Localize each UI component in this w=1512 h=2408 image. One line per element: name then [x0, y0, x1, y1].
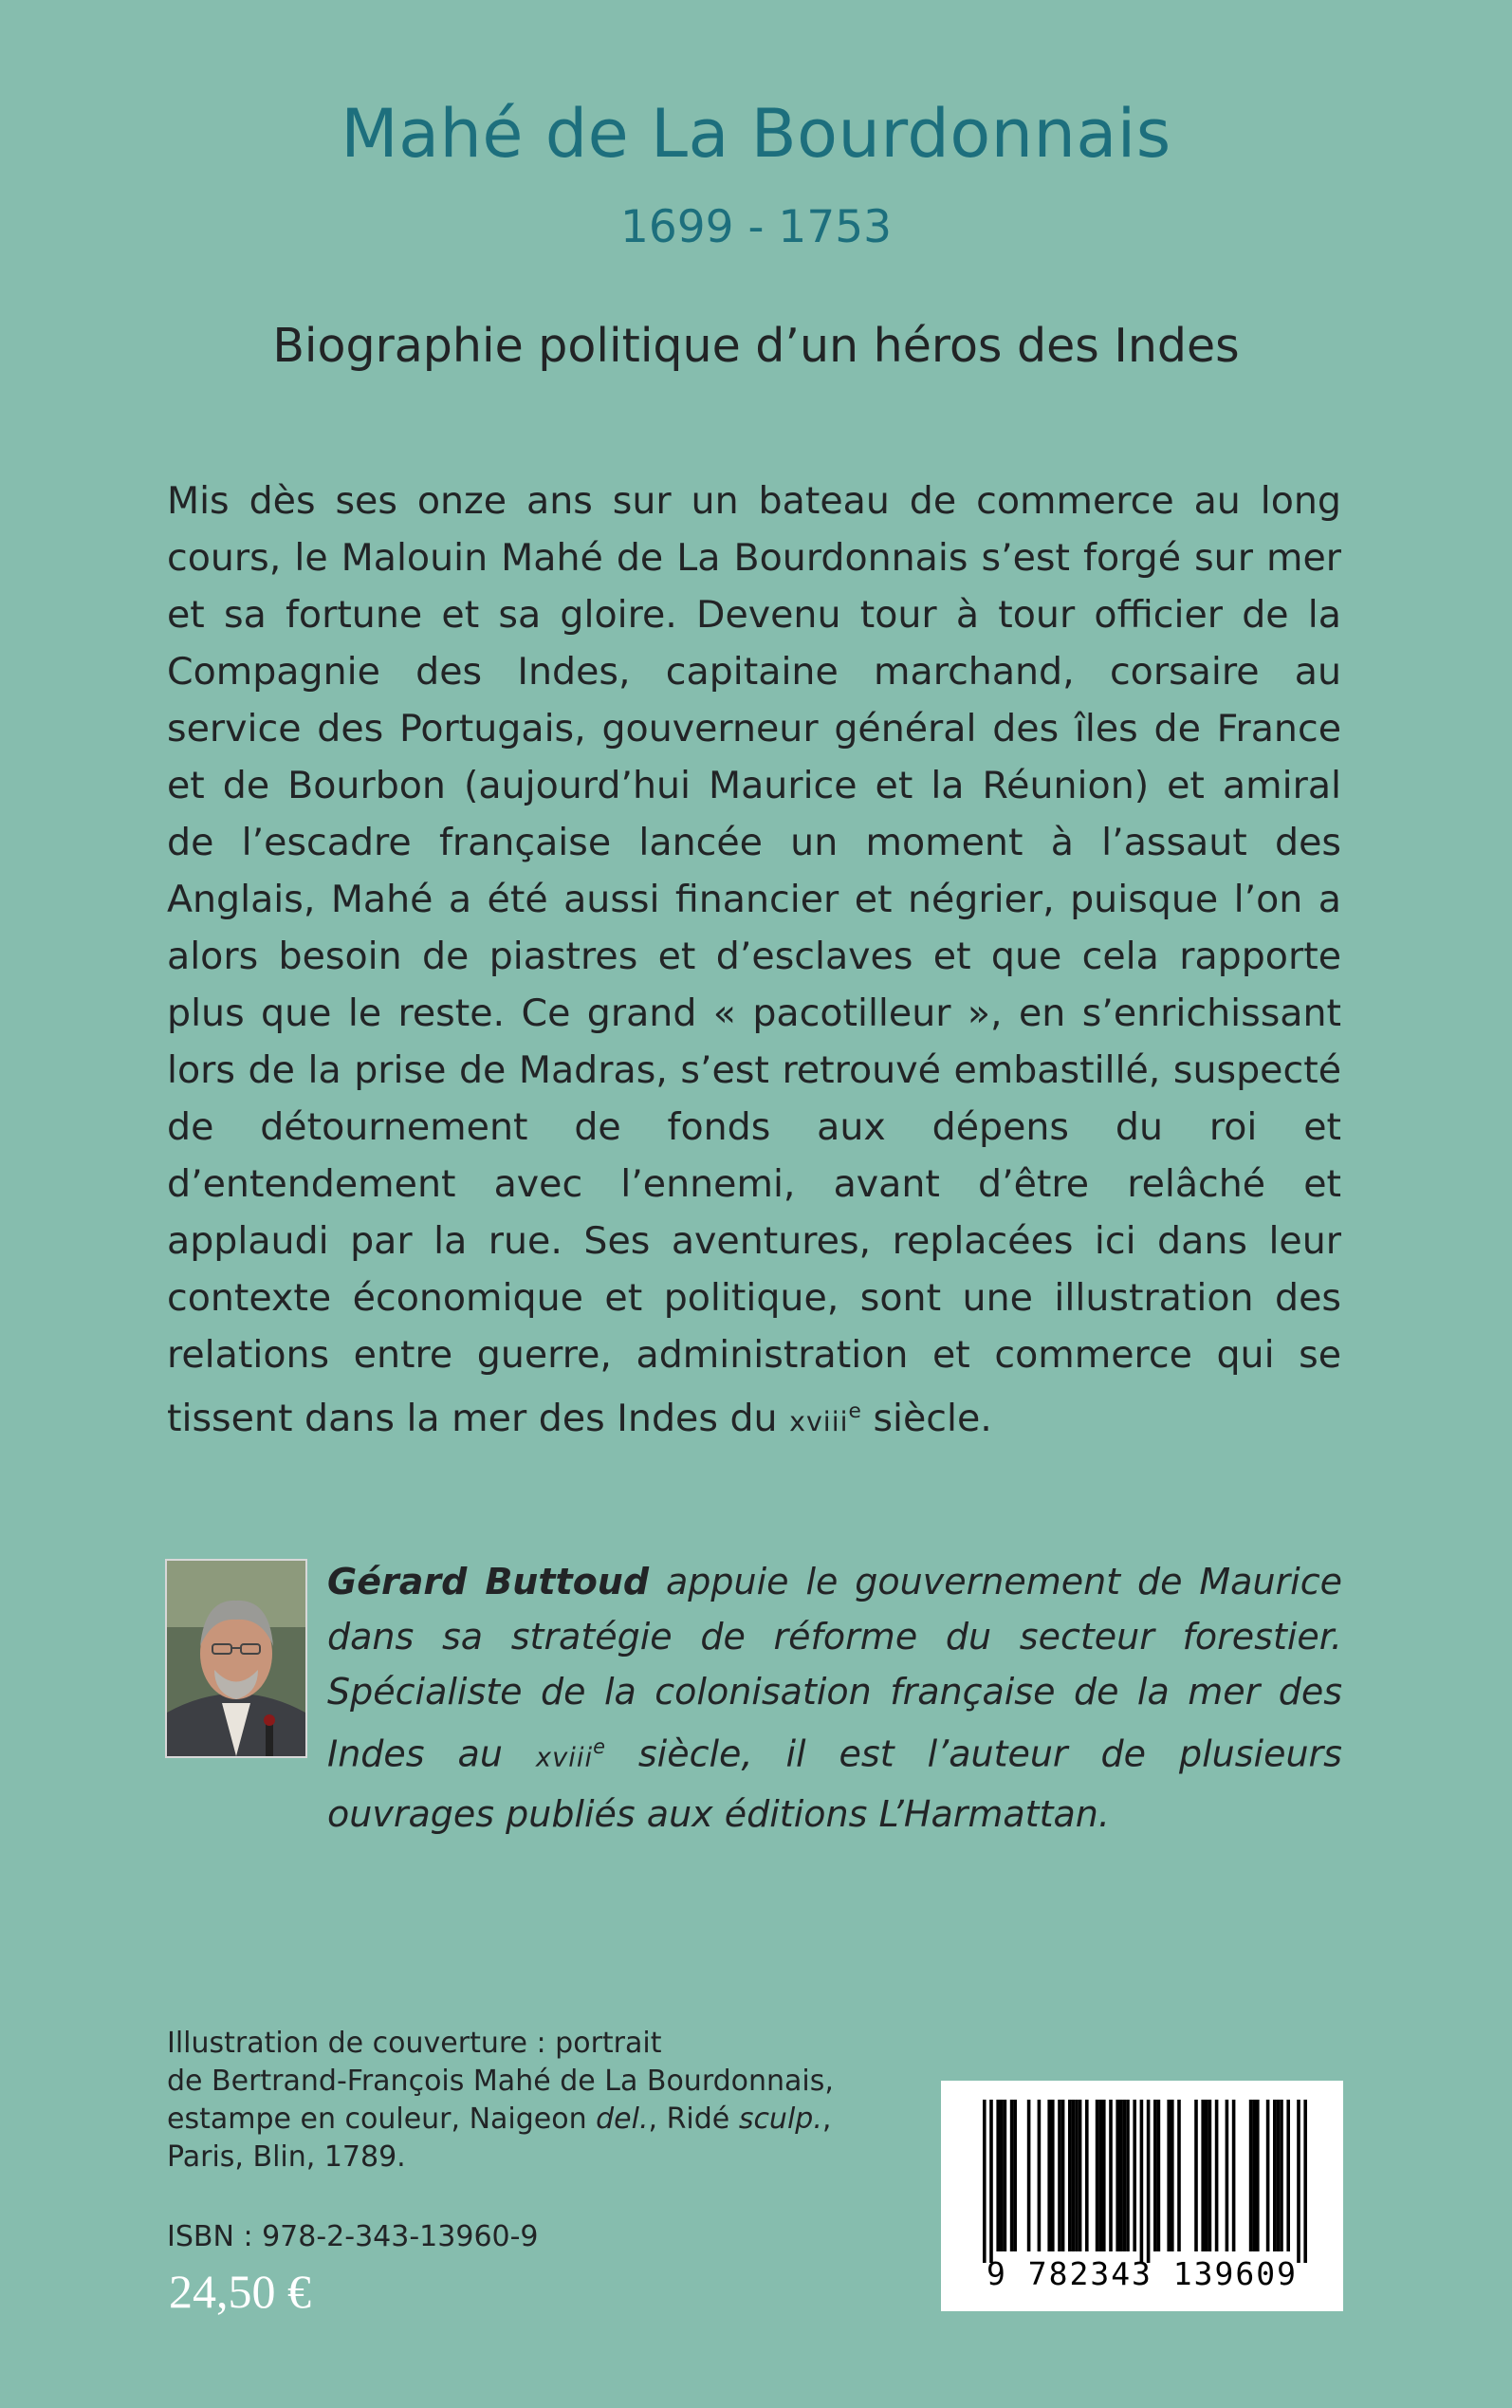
barcode-bar: [1072, 2100, 1076, 2251]
barcode-bar: [983, 2100, 986, 2263]
barcode-bar: [1249, 2100, 1253, 2251]
credit-line-3-mid: , Ridé: [648, 2102, 739, 2136]
barcode-bar: [1075, 2100, 1079, 2251]
barcode-bar: [1126, 2100, 1130, 2251]
credit-line-3-start: estampe en couleur, Naigeon: [167, 2102, 597, 2136]
barcode-bar: [1109, 2100, 1113, 2251]
barcode-bar: [1140, 2100, 1144, 2263]
barcode-bar: [1010, 2100, 1014, 2251]
price: 24,50 €: [169, 2265, 311, 2318]
barcode-bar: [1215, 2100, 1219, 2251]
back-cover-blurb: [167, 472, 1341, 1451]
barcode-bar: [1252, 2100, 1256, 2251]
barcode-bar: [1266, 2100, 1270, 2251]
credit-sculp: sculp.: [738, 2102, 822, 2136]
book-dates: 1699 - 1753: [619, 201, 893, 253]
barcode-digits: 9 782343 139609: [986, 2255, 1298, 2292]
barcode-bar: [1051, 2100, 1055, 2251]
century-suffix: e: [848, 1399, 861, 1423]
barcode-bar: [1038, 2100, 1042, 2251]
barcode-bar: [1047, 2100, 1051, 2251]
author-photo: [165, 1559, 307, 1758]
barcode-bar: [1068, 2100, 1072, 2251]
author-century-suffix: e: [593, 1735, 605, 1758]
author-portrait-icon: [167, 1561, 305, 1756]
barcode-bar: [1177, 2100, 1181, 2251]
barcode-bar: [1098, 2100, 1102, 2251]
book-subtitle: Biographie politique d’un héros des Indes: [272, 319, 1240, 373]
barcode-bar: [1256, 2100, 1260, 2251]
author-bio-text-end: siècle, il est l’auteur de plusieurs ouvrages publiés aux éditions L’Harmattan.: [327, 1732, 1342, 1835]
barcode-bar: [1297, 2100, 1300, 2263]
barcode-bar: [1167, 2100, 1171, 2251]
barcode-bar: [1123, 2100, 1127, 2251]
author-name: Gérard Buttoud: [327, 1561, 650, 1602]
barcode-bar: [1194, 2100, 1198, 2251]
blurb-text: Mis dès ses onze ans sur un bateau de commerce au long cours, le Malouin Mahé de La Bourdonnais s’est forgé sur mer et sa fortune et sa gloire. Devenu tour à tour officier de la Compagnie des Indes, capitaine marchand, corsaire au service des Portugais, gouverneur général des îles de France et de Bourbon (aujourd’hui Maurice et la Réunion) et amiral de l’escadre française lancée un moment à l’assaut des Anglais, Mahé a été aussi financier et négrier, puisque l’on a alors besoin de piastres et d’esclaves et que cela rapporte plus que le reste. Ce grand « pacotilleur », en s’enrichissant lors de la prise de Madras, s’est retrouvé embastillé, suspecté de détournement de fonds aux dépens du roi et d’entendement avec l’ennemi, avant d’être relâché et applaudi par la rue. Ses aventures, replacées ici dans leur contexte économique et politique, sont une illustration des relations entre guerre, administration et commerce qui se tissent dans la mer des Indes du: [167, 479, 1341, 1441]
century-numeral: xviii: [789, 1406, 849, 1438]
barcode-bar: [1004, 2100, 1007, 2251]
author-century-numeral: xviii: [535, 1743, 594, 1773]
barcode-bar: [1303, 2100, 1307, 2263]
credit-line-4: Paris, Blin, 1789.: [167, 2140, 406, 2174]
barcode-bar: [1027, 2100, 1031, 2251]
barcode-bar: [1157, 2100, 1161, 2251]
credit-line-3-end: ,: [821, 2102, 832, 2136]
credit-del: del.: [596, 2102, 649, 2136]
cover-illustration-credit: [167, 2025, 888, 2176]
credit-line-3: [167, 2101, 888, 2139]
author-bio: [327, 1554, 1342, 1842]
barcode-bar: [1273, 2100, 1277, 2251]
barcode-bar: [1153, 2100, 1157, 2251]
isbn: ISBN : 978-2-343-13960-9: [167, 2220, 539, 2253]
barcode-bar: [1061, 2100, 1065, 2251]
barcode-bar: [1096, 2100, 1099, 2251]
barcode-bar: [1232, 2100, 1236, 2251]
author-bio-text: appuie le gouvernement de Maurice dans sa stratégie de réforme du secteur forestier. Spécialiste de la colonisation française de la mer des Indes au: [327, 1561, 1342, 1775]
barcode-bar: [1205, 2100, 1208, 2251]
barcode-bar: [1102, 2100, 1106, 2251]
barcode-bar: [1208, 2100, 1212, 2251]
credit-line-1: Illustration de couverture : portrait: [167, 2027, 662, 2060]
barcode-bar: [1171, 2100, 1174, 2251]
barcode-bar: [1226, 2100, 1229, 2251]
barcode-bar: [996, 2100, 1000, 2251]
barcode-bar: [1058, 2100, 1061, 2251]
barcode-bar: [1079, 2100, 1082, 2251]
barcode-bar: [1119, 2100, 1123, 2251]
barcode-bar: [1085, 2100, 1089, 2251]
barcode-bar: [1000, 2100, 1004, 2251]
barcode-bar: [1280, 2100, 1283, 2251]
barcode: [941, 2081, 1343, 2311]
blurb-text-end: siècle.: [873, 1397, 992, 1441]
barcode-bar: [989, 2100, 993, 2263]
book-title: Mahé de La Bourdonnais: [341, 95, 1171, 173]
barcode-bar: [1147, 2100, 1151, 2263]
barcode-bar: [1201, 2100, 1205, 2251]
barcode-bar: [1277, 2100, 1281, 2251]
barcode-bar: [1286, 2100, 1290, 2251]
barcode-bar: [1116, 2100, 1119, 2251]
barcode-bar: [1133, 2100, 1136, 2251]
credit-line-2: de Bertrand-François Mahé de La Bourdonnais,: [167, 2065, 834, 2098]
barcode-bar: [1013, 2100, 1017, 2251]
